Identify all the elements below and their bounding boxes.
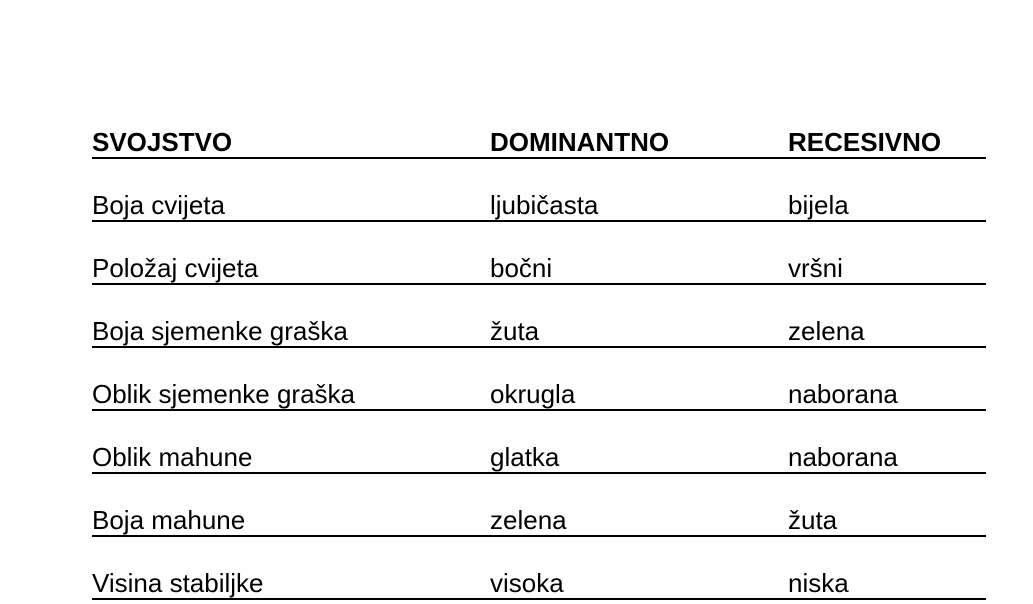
table-row xyxy=(92,411,986,474)
dominant-cell: ljubičasta xyxy=(490,190,599,220)
table-row xyxy=(92,159,986,222)
trait-cell: Oblik sjemenke graška xyxy=(92,379,355,409)
header-trait: SVOJSTVO xyxy=(92,127,233,157)
table-row xyxy=(92,222,986,285)
recessive-cell: bijela xyxy=(788,190,849,220)
table-row xyxy=(92,537,986,600)
table-row xyxy=(92,285,986,348)
table-row xyxy=(92,474,986,537)
table-row xyxy=(92,348,986,411)
recessive-cell: naborana xyxy=(788,379,898,409)
trait-cell: Položaj cvijeta xyxy=(92,253,259,283)
header-dominant: DOMINANTNO xyxy=(490,127,670,157)
recessive-cell: žuta xyxy=(788,505,838,535)
trait-cell: Boja mahune xyxy=(92,505,246,535)
header-recessive: RECESIVNO xyxy=(788,127,942,157)
dominant-cell: zelena xyxy=(490,505,567,535)
dominant-cell: okrugla xyxy=(490,379,576,409)
table-header-row xyxy=(92,126,986,159)
dominant-cell: žuta xyxy=(490,316,540,346)
trait-cell: Visina stabiljke xyxy=(92,568,264,598)
dominant-cell: glatka xyxy=(490,442,560,472)
recessive-cell: zelena xyxy=(788,316,865,346)
dominant-cell: visoka xyxy=(490,568,564,598)
recessive-cell: naborana xyxy=(788,442,898,472)
recessive-cell: vršni xyxy=(788,253,843,283)
traits-table xyxy=(92,126,986,600)
recessive-cell: niska xyxy=(788,568,849,598)
trait-cell: Boja sjemenke graška xyxy=(92,316,348,346)
trait-cell: Oblik mahune xyxy=(92,442,253,472)
trait-cell: Boja cvijeta xyxy=(92,190,225,220)
dominant-cell: bočni xyxy=(490,253,553,283)
